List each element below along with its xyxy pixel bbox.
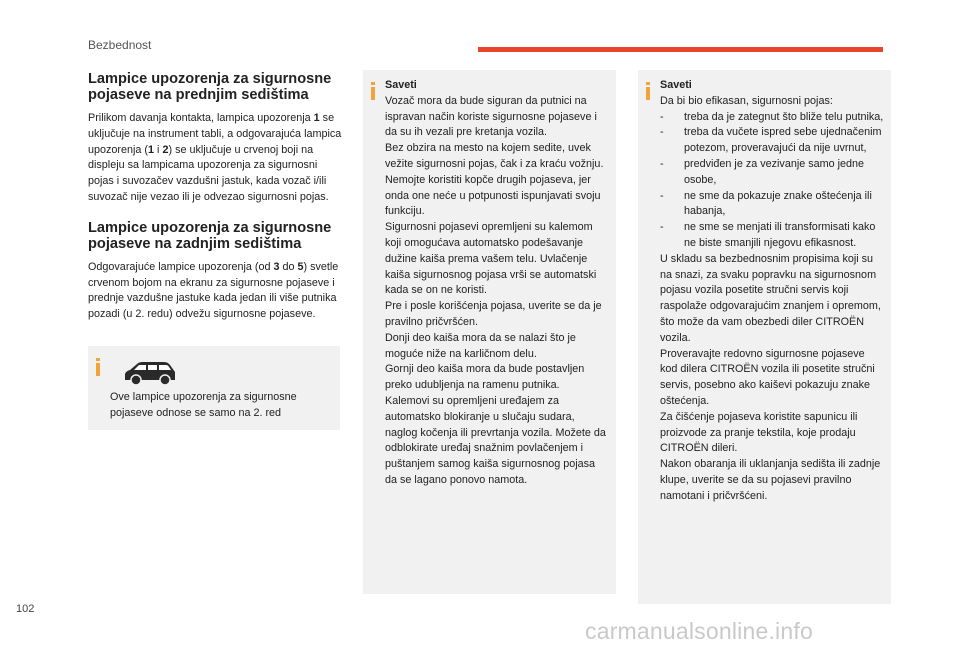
bullet-text: treba da je zategnut što bliže telu putnika, (684, 110, 884, 123)
section-title: Bezbednost (88, 38, 152, 52)
heading-rear-seatbelts: Lampice upozorenja za sigurnosne pojaseve na zadnjim sedištima (88, 219, 332, 252)
info-dot (96, 358, 100, 361)
text-run: se uključuje na instrument tabli, a odgovarajuća lampica upozorenja ( (88, 112, 342, 156)
page-number: 102 (16, 603, 35, 615)
ref-number: 5 (297, 260, 304, 273)
text-run: Odgovarajuće lampice upozorenja (od (88, 260, 274, 273)
watermark: carmanualsonline.info (585, 618, 813, 644)
info-bar-icon (96, 363, 100, 376)
bullet-item (660, 125, 885, 157)
info-bar-icon (646, 87, 650, 100)
tip-line: Sigurnosni pojasevi opremljeni su kalemom koji omogućava automatsko podešavanje dužine kaiša prema vašem telu. Uvlačenje kaiša sigurnosnog pojasa vrši se automatski kada se on ne koristi. (385, 221, 597, 297)
bullet-text: predviđen je za vezivanje samo jedne osobe, (684, 157, 865, 186)
tip-line: Vozač mora da bude siguran da putnici na ispravan način koriste sigurnosne pojaseve i da su ih vezali pre kretanja vozila. (385, 94, 597, 139)
info-dot (371, 82, 375, 85)
bullet-text: ne sme se menjati ili transformisati kako ne biste smanjili njegovu efikasnost. (684, 221, 876, 249)
text-run: ) se uključuje u crvenoj boji na displeju sa lampicama upozorenja za sigurnosni pojas i suvozačev vazdušni jastuk, kada vozač i/ili suvozač nije vezao ili je odvezao sigurnosni pojas. (88, 143, 329, 203)
text-run: i (154, 143, 163, 156)
para-rear-seatbelts (88, 260, 343, 323)
tips-box-2 (638, 70, 891, 604)
bullet-marker: - (660, 221, 664, 234)
bullet-item (660, 220, 885, 252)
bullet-marker: - (660, 126, 664, 139)
tip-line: Gornji deo kaiša mora da bude postavljen preko udubljenja na ramenu putnika. (385, 363, 585, 392)
info-dot (646, 82, 650, 85)
tips-content-2 (660, 78, 885, 505)
bullet-marker: - (660, 189, 664, 202)
car-icon (122, 360, 178, 386)
tip-line: Donji deo kaiša mora da se nalazi što je moguće niže na karličnom delu. (385, 331, 576, 360)
note-text: Ove lampice upozorenja za sigurnosne pojaseve odnose se samo na 2. red (110, 391, 297, 419)
text-run: do (279, 260, 298, 273)
tips-content-1 (385, 78, 610, 489)
tip-line: Pre i posle korišćenja pojasa, uverite se da je pravilno pričvršćen. (385, 300, 602, 328)
ref-number: 2 (162, 143, 169, 156)
tip-line: Nemojte koristiti kopče drugih pojaseva, jer onda one neće u potpunosti ispunjavati svoju funkciju. (385, 173, 601, 218)
bullet-marker: - (660, 110, 664, 123)
bullet-marker: - (660, 157, 664, 170)
tip-line: Za čišćenje pojaseva koristite sapunicu ili proizvode za pranje tekstila, koje prodaju CITROËN dileri. (660, 410, 858, 455)
tip-line: Proveravajte redovno sigurnosne pojaseve kod dilera CITROËN vozila ili posetite stručni servis, posebno ako kaiševi pokazuju znake oštećenja. (660, 347, 875, 407)
info-bar-icon (371, 87, 375, 100)
ref-number: 3 (273, 260, 280, 273)
ref-number: 1 (313, 112, 320, 124)
tip-line: Nakon obaranja ili uklanjanja sedišta ili zadnje klupe, uverite se da su pojasevi pravilno namotani i pričvršćeni. (660, 458, 881, 502)
heading-front-seatbelts: Lampice upozorenja za sigurnosne pojaseve na prednjim sedištima (88, 71, 332, 103)
tips-box-1 (363, 70, 616, 594)
tip-line: Kalemovi su opremljeni uređajem za automatsko blokiranje u slučaju sudara, naglog kočenja ili prevrtanja vozila. Možete da odblokirate uređaj snažnim povlačenjem i puštanjem samog kaiša sigurnosnog pojasa da se lagano ponovo namota. (385, 394, 606, 486)
column-1 (88, 71, 343, 323)
note-box (88, 346, 340, 430)
bullet-text: treba da vučete ispred sebe ujednačenim potezom, proveravajući da nije uvrnut, (684, 126, 882, 155)
bullet-item (660, 189, 885, 221)
header-accent-bar (478, 47, 883, 52)
tips-intro: Da bi bio efikasan, sigurnosni pojas: (660, 94, 833, 107)
bullet-item (660, 157, 885, 189)
text-run: Prilikom davanja kontakta, lampica upozorenja (88, 112, 314, 124)
bullet-text: ne sme da pokazuje znake oštećenja ili habanja, (684, 189, 872, 218)
text-run: ) svetle crvenom bojom na ekranu za sigurnosne pojaseve i prednje vazdušne jastuke kada jedan ili više putnika pozadi (u 2. redu) odvežu sigurnosne pojaseve. (88, 260, 339, 321)
tips-title: Saveti (385, 79, 417, 91)
tip-line: Bez obzira na mesto na kojem sedite, uvek vežite sigurnosni pojas, čak i za kraću vožnju. (385, 142, 604, 170)
tips-title: Saveti (660, 79, 692, 91)
bullet-item (660, 110, 885, 126)
para-front-seatbelts (88, 111, 343, 206)
tip-line: U skladu sa bezbednosnim propisima koji su na snazi, za svaku popravku na sigurnosnom pojasu vozila posetite stručni servis koji raspolaže odgovarajućim znanjem i opremom, što može da vam obezbedi diler CITROËN vozila. (660, 252, 881, 344)
ref-number: 1 (148, 143, 155, 156)
